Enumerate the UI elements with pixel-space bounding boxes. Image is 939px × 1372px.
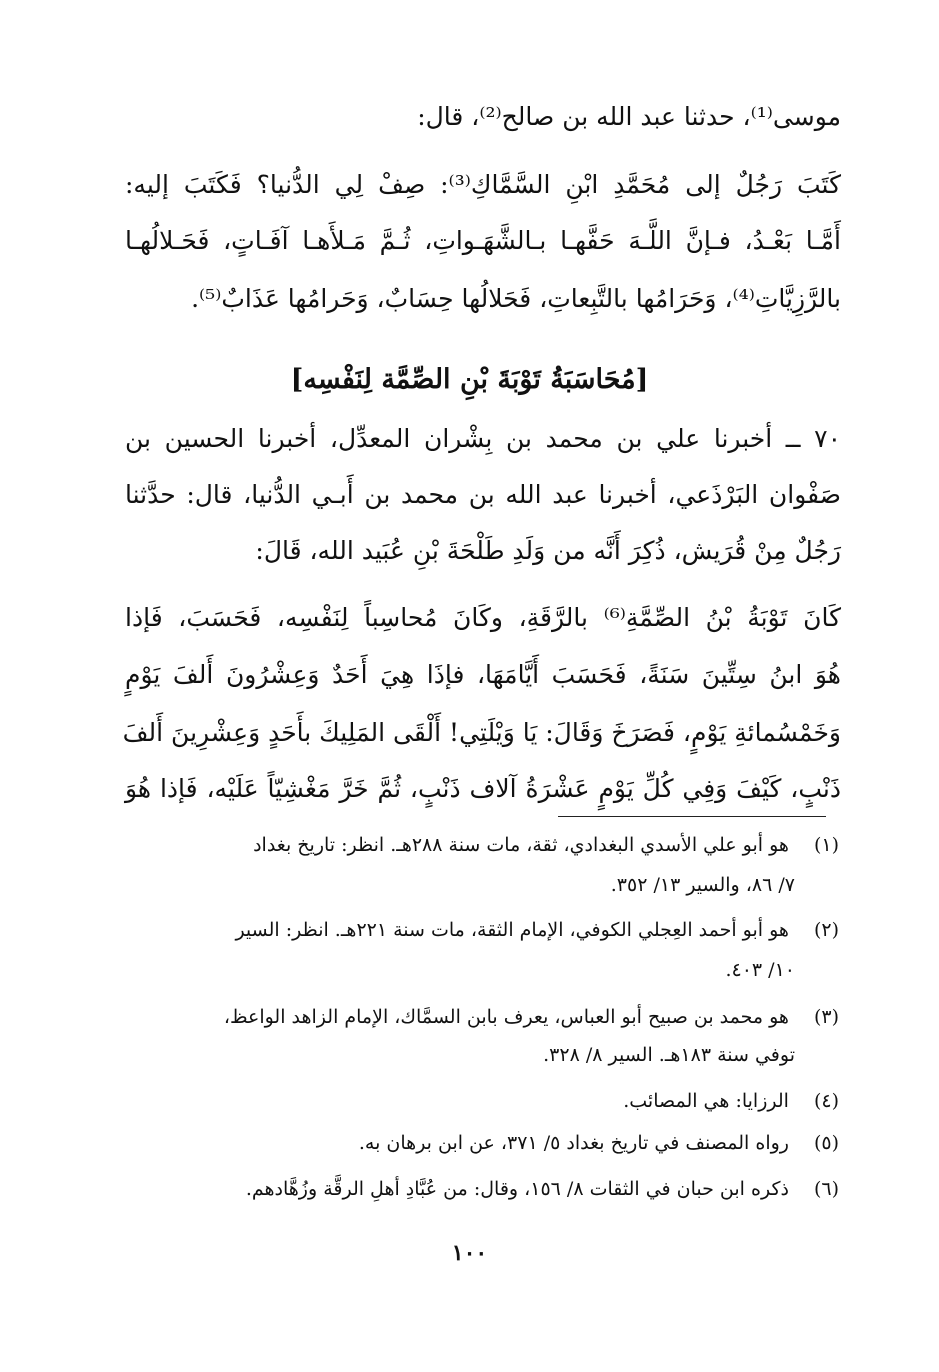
footnote-1-number: (١): [813, 834, 839, 856]
footnote-5-number: (٥): [813, 1132, 839, 1154]
footnote-3-continuation: توفي سنة ١٨٣هـ. السير ٨/ ٣٢٨.: [543, 1044, 795, 1066]
footnote-separator: [558, 816, 826, 817]
isnad-line-1: ٧٠ ــ أخبرنا علي بن محمد بن بِشْران المعدِّل، أخبرنا الحسين بن: [125, 424, 841, 453]
footnote-2: [99, 915, 839, 945]
quote1-line-2: أَمَّـا بَعْـدُ، فـإنَّ اللَّـهَ حَفَّهـا بـالشَّهَـواتِ، ثُـمَّ مَـلأَهـا آفَـاتٍ، فَحَـلالُهـا: [125, 226, 841, 255]
footnote-6-text: ذكره ابن حبان في الثقات ٨/ ١٥٦، وقال: من عُبَّادِ أهلِ الرقَّة وزُهَّادهم.: [245, 1178, 789, 1200]
intro-line: موسى⁽¹⁾، حدثنا عبد الله بن صالح⁽²⁾، قال:: [417, 102, 841, 131]
footnote-2-continuation: ١٠/ ٤٠٣.: [725, 959, 795, 981]
footnote-3: [99, 1002, 839, 1032]
quote1-line-1: كَتَبَ رَجُلٌ إلى مُحَمَّدِ ابْنِ السَّمَّاكِ⁽³⁾: صِفْ لِي الدُّنيا؟ فَكَتَبَ إليه:: [125, 170, 841, 199]
footnote-5-text: رواه المصنف في تاريخ بغداد ٥/ ٣٧١، عن ابن برهان به.: [358, 1132, 789, 1154]
footnote-4-number: (٤): [813, 1090, 839, 1112]
quote2-line-3: وَخَمْسُمائةِ يَوْمٍ، فَصَرَخَ وَقَالَ: يَا وَيْلَتِي! أَلْقَى المَلِيكَ بأَحَدٍ وَعِشْرِينَ أَلفَ: [122, 718, 841, 747]
isnad-line-3: رَجُلٌ مِنْ قُرَيش، ذُكِرَ أَنَّه من وَلَدِ طَلْحَةَ بْنِ عُبَيد الله، قَالَ:: [255, 536, 841, 565]
footnote-3-number: (٣): [813, 1006, 839, 1028]
footnote-4-text: الرزايا: هي المصائب.: [623, 1090, 789, 1112]
footnote-6-number: (٦): [813, 1178, 839, 1200]
quote2-line-4: ذَنْبٍ، كَيْفَ وَفِي كُلِّ يَوْمٍ عَشْرَةُ آلاف ذَنْبٍ، ثُمَّ خَرَّ مَغْشِيّاً عَلَيْه، فَإذا هُوَ: [125, 774, 841, 803]
footnote-1: [99, 830, 839, 860]
footnote-3-text: هو محمد بن صبيح أبو العباس، يعرف بابن السمَّاك، الإمام الزاهد الواعظ،: [223, 1006, 789, 1028]
page-number: ١٠٠: [451, 1240, 488, 1266]
section-heading: [مُحَاسَبَةُ تَوْبَةَ بْنِ الصِّمَّة لِنَفْسِه]: [290, 364, 649, 395]
footnote-4: [99, 1086, 839, 1116]
footnote-6: [99, 1174, 839, 1204]
footnote-2-text: هو أبو أحمد العِجلي الكوفي، الإمام الثقة، مات سنة ٢٢١هـ. انظر: السير: [235, 919, 789, 941]
quote2-line-1: كَانَ تَوْبَةُ بْنُ الصِّمَّةِ⁽⁶⁾ بالرَّقَةِ، وكَانَ مُحاسِباً لِنَفْسِه، فَحَسَبَ، فَإذا: [125, 603, 841, 632]
quote1-line-3: بالرَّزِيَّاتِ⁽⁴⁾، وَحَرَامُها بالتَّبِعاتِ، فَحَلالُها حِسَابٌ، وَحَرامُها عَذَابٌ⁽⁵⁾.: [191, 284, 841, 313]
footnote-2-number: (٢): [813, 919, 839, 941]
isnad-line-2: صَفْوان البَرْذَعي، أخبرنا عبد الله بن محمد بن أَبـي الدُّنيا، قال: حدَّثنا: [125, 480, 841, 509]
footnote-1-continuation: ٧/ ٨٦، والسير ١٣/ ٣٥٢.: [610, 874, 795, 896]
quote2-line-2: هُوَ ابنُ سِتِّينَ سَنَةً، فَحَسَبَ أَيَّامَهَا، فإذَا هِيَ أَحَدٌ وَعِشْرُونَ أَلفَ يَوْمٍ: [125, 660, 841, 689]
footnote-5: [99, 1128, 839, 1158]
footnote-1-text: هو أبو علي الأسدي البغدادي، ثقة، مات سنة ٢٨٨هـ. انظر: تاريخ بغداد: [253, 834, 789, 856]
